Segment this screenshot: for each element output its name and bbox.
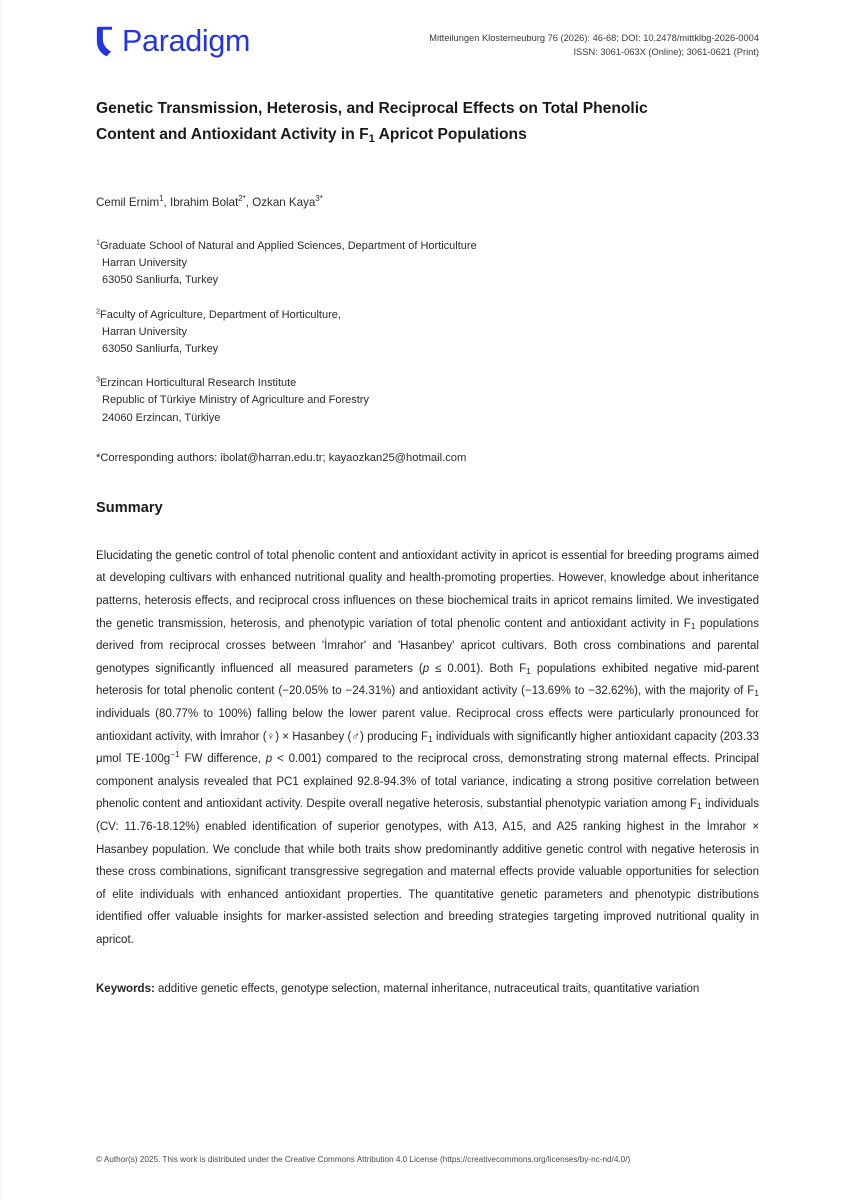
keywords-label: Keywords: — [96, 982, 155, 995]
affiliation-marker: 3 — [96, 374, 101, 384]
affiliation — [96, 375, 759, 427]
journal-citation — [429, 24, 759, 59]
affiliation-line: Harran University — [102, 325, 187, 338]
page-edge-shadow — [0, 0, 3, 1200]
publisher-logo[interactable] — [96, 26, 250, 57]
abstract-inline-sub: 1 — [696, 801, 702, 812]
abstract-inline-sub: 1 — [428, 733, 433, 744]
corresponding-authors: *Corresponding authors: ibolat@harran.edu.tr; kayaozkan25@hotmail.com — [96, 451, 467, 464]
affiliation-line: $^3$Erzincan Horticultural Research Institute — [96, 374, 297, 390]
author-name: Ozkan Kaya — [252, 196, 316, 209]
abstract-text: Elucidating the genetic control of total phenolic content and antioxidant activity in apricot is essential for breeding programs aimed at developing cultivars with enhanced nutritional quality and health-promoting properties. However, knowledge about inheritance patterns, heterosis effects, and reciprocal cross influences on these biochemical traits in apricot remains limited. We investigated the genetic transmission, heterosis, and phenotypic variation of total phenolic content and antioxidant activity in $F_1$ populations derived from reciprocal crosses between 'İmrahor' and 'Hasanbey' apricot cultivars. Both cross combinations and parental genotypes significantly influenced all measured parameters (p ≤ 0.001). Both $F_1$ populations exhibited negative mid-parent heterosis for total phenolic content (−20.05% to −24.31%) and antioxidant activity (−13.69% to −32.62%), with the majority of $F_1$ individuals (80.77% to 100%) falling below the lower parent value. Reciprocal cross effects were particularly pronounced for antioxidant activity, with İmrahor (♀) × Hasanbey (♂) producing $F_1$ individuals with significantly higher antioxidant capacity (203.33 μmol $TE\cdot 100g^{-1}$ FW difference, p < 0.001) compared to the reciprocal cross, demonstrating strong maternal effects. Principal component analysis revealed that PC1 explained 92.8-94.3% of total variance, indicating a strong positive correlation between phenolic content and antioxidant activity. Despite overall negative heterosis, substantial phenotypic variation among $F_1$ individuals (CV: 11.76-18.12%) enabled identification of superior genotypes, with A13, A15, and A25 ranking highest in the İmrahor × Hasanbey population. We conclude that while both traits show predominantly additive genetic control with negative heterosis in these cross combinations, significant transgressive segregation and maternal effects provide valuable opportunities for selection of elite individuals with enhanced antioxidant properties. The quantitative genetic parameters and phenotypic distributions identified offer valuable insights for marker-assisted selection and breeding strategies targeting improved nutritional quality in apricot. — [96, 549, 759, 946]
author-name: Ibrahim Bolat — [169, 196, 239, 209]
affiliation-list — [96, 238, 759, 427]
abstract-inline-sub: 1 — [754, 688, 759, 699]
abstract-inline-sub: 1 — [526, 665, 531, 676]
license-footer: © Author(s) 2025. This work is distributed under the Creative Commons Attribution 4.0 License (https://creativecommons.org/licenses/by-nc-nd/4.0/) — [96, 1155, 631, 1164]
affiliation-marker: 1 — [96, 237, 101, 247]
abstract-inline-i: p — [265, 753, 273, 766]
article-title — [96, 96, 716, 149]
journal-citation-line-1: Mitteilungen Klosterneuburg 76 (2026): 46-68; DOI: 10.2478/mittklbg-2026-0004 — [429, 33, 759, 43]
bookmark-ribbon-icon — [96, 26, 115, 57]
affiliation-line: $^2$Faculty of Agriculture, Department of Horticulture, — [96, 305, 341, 321]
keywords — [96, 979, 759, 1000]
abstract-inline-i: p — [422, 662, 430, 675]
article-title-line-2-pre: Content and Antioxidant Activity in F — [96, 126, 369, 143]
affiliation-marker: 2 — [96, 305, 101, 315]
affiliation-line: $^1$Graduate School of Natural and Applied Sciences, Department of Horticulture — [96, 237, 477, 252]
author-affiliation-marker: 1 — [159, 194, 164, 204]
author-affiliation-marker: 3* — [315, 194, 323, 204]
journal-issn-line: ISSN: 3061-063X (Online); 3061-0621 (Print) — [573, 46, 759, 57]
affiliation-line: 63050 Sanliurfa, Turkey — [102, 274, 219, 287]
affiliation-line: 63050 Sanliurfa, Turkey — [102, 343, 219, 356]
article-title-line-2-post: Apricot Populations — [374, 126, 527, 143]
article-container — [96, 96, 759, 999]
author-affiliation-marker: 2* — [238, 194, 246, 204]
publisher-logo-text: Paradigm — [122, 24, 251, 59]
article-title-line-1: Genetic Transmission, Heterosis, and Reciprocal Effects on Total Phenolic — [96, 100, 648, 117]
masthead — [96, 24, 759, 80]
author-name: Cemil Ernim — [96, 196, 160, 209]
affiliation-line: 24060 Erzincan, Türkiye — [102, 411, 221, 424]
affiliation — [96, 307, 759, 359]
abstract-inline-sup: −1 — [170, 749, 180, 760]
keywords-text: additive genetic effects, genotype selection, maternal inheritance, nutraceutical traits, quantitative variation — [154, 982, 700, 995]
author-list: Cemil Ernim$^1$, Ibrahim Bolat$^{2*}$, Ozkan Kaya$^{3*}$ — [96, 194, 323, 209]
summary-heading: Summary — [96, 499, 163, 516]
affiliation-line: Harran University — [102, 257, 187, 270]
abstract-inline-sub: 1 — [690, 620, 696, 631]
affiliation-line: Republic of Türkiye Ministry of Agriculture and Forestry — [102, 394, 369, 407]
article-title-subscript: 1 — [368, 132, 375, 145]
affiliation — [96, 238, 759, 290]
